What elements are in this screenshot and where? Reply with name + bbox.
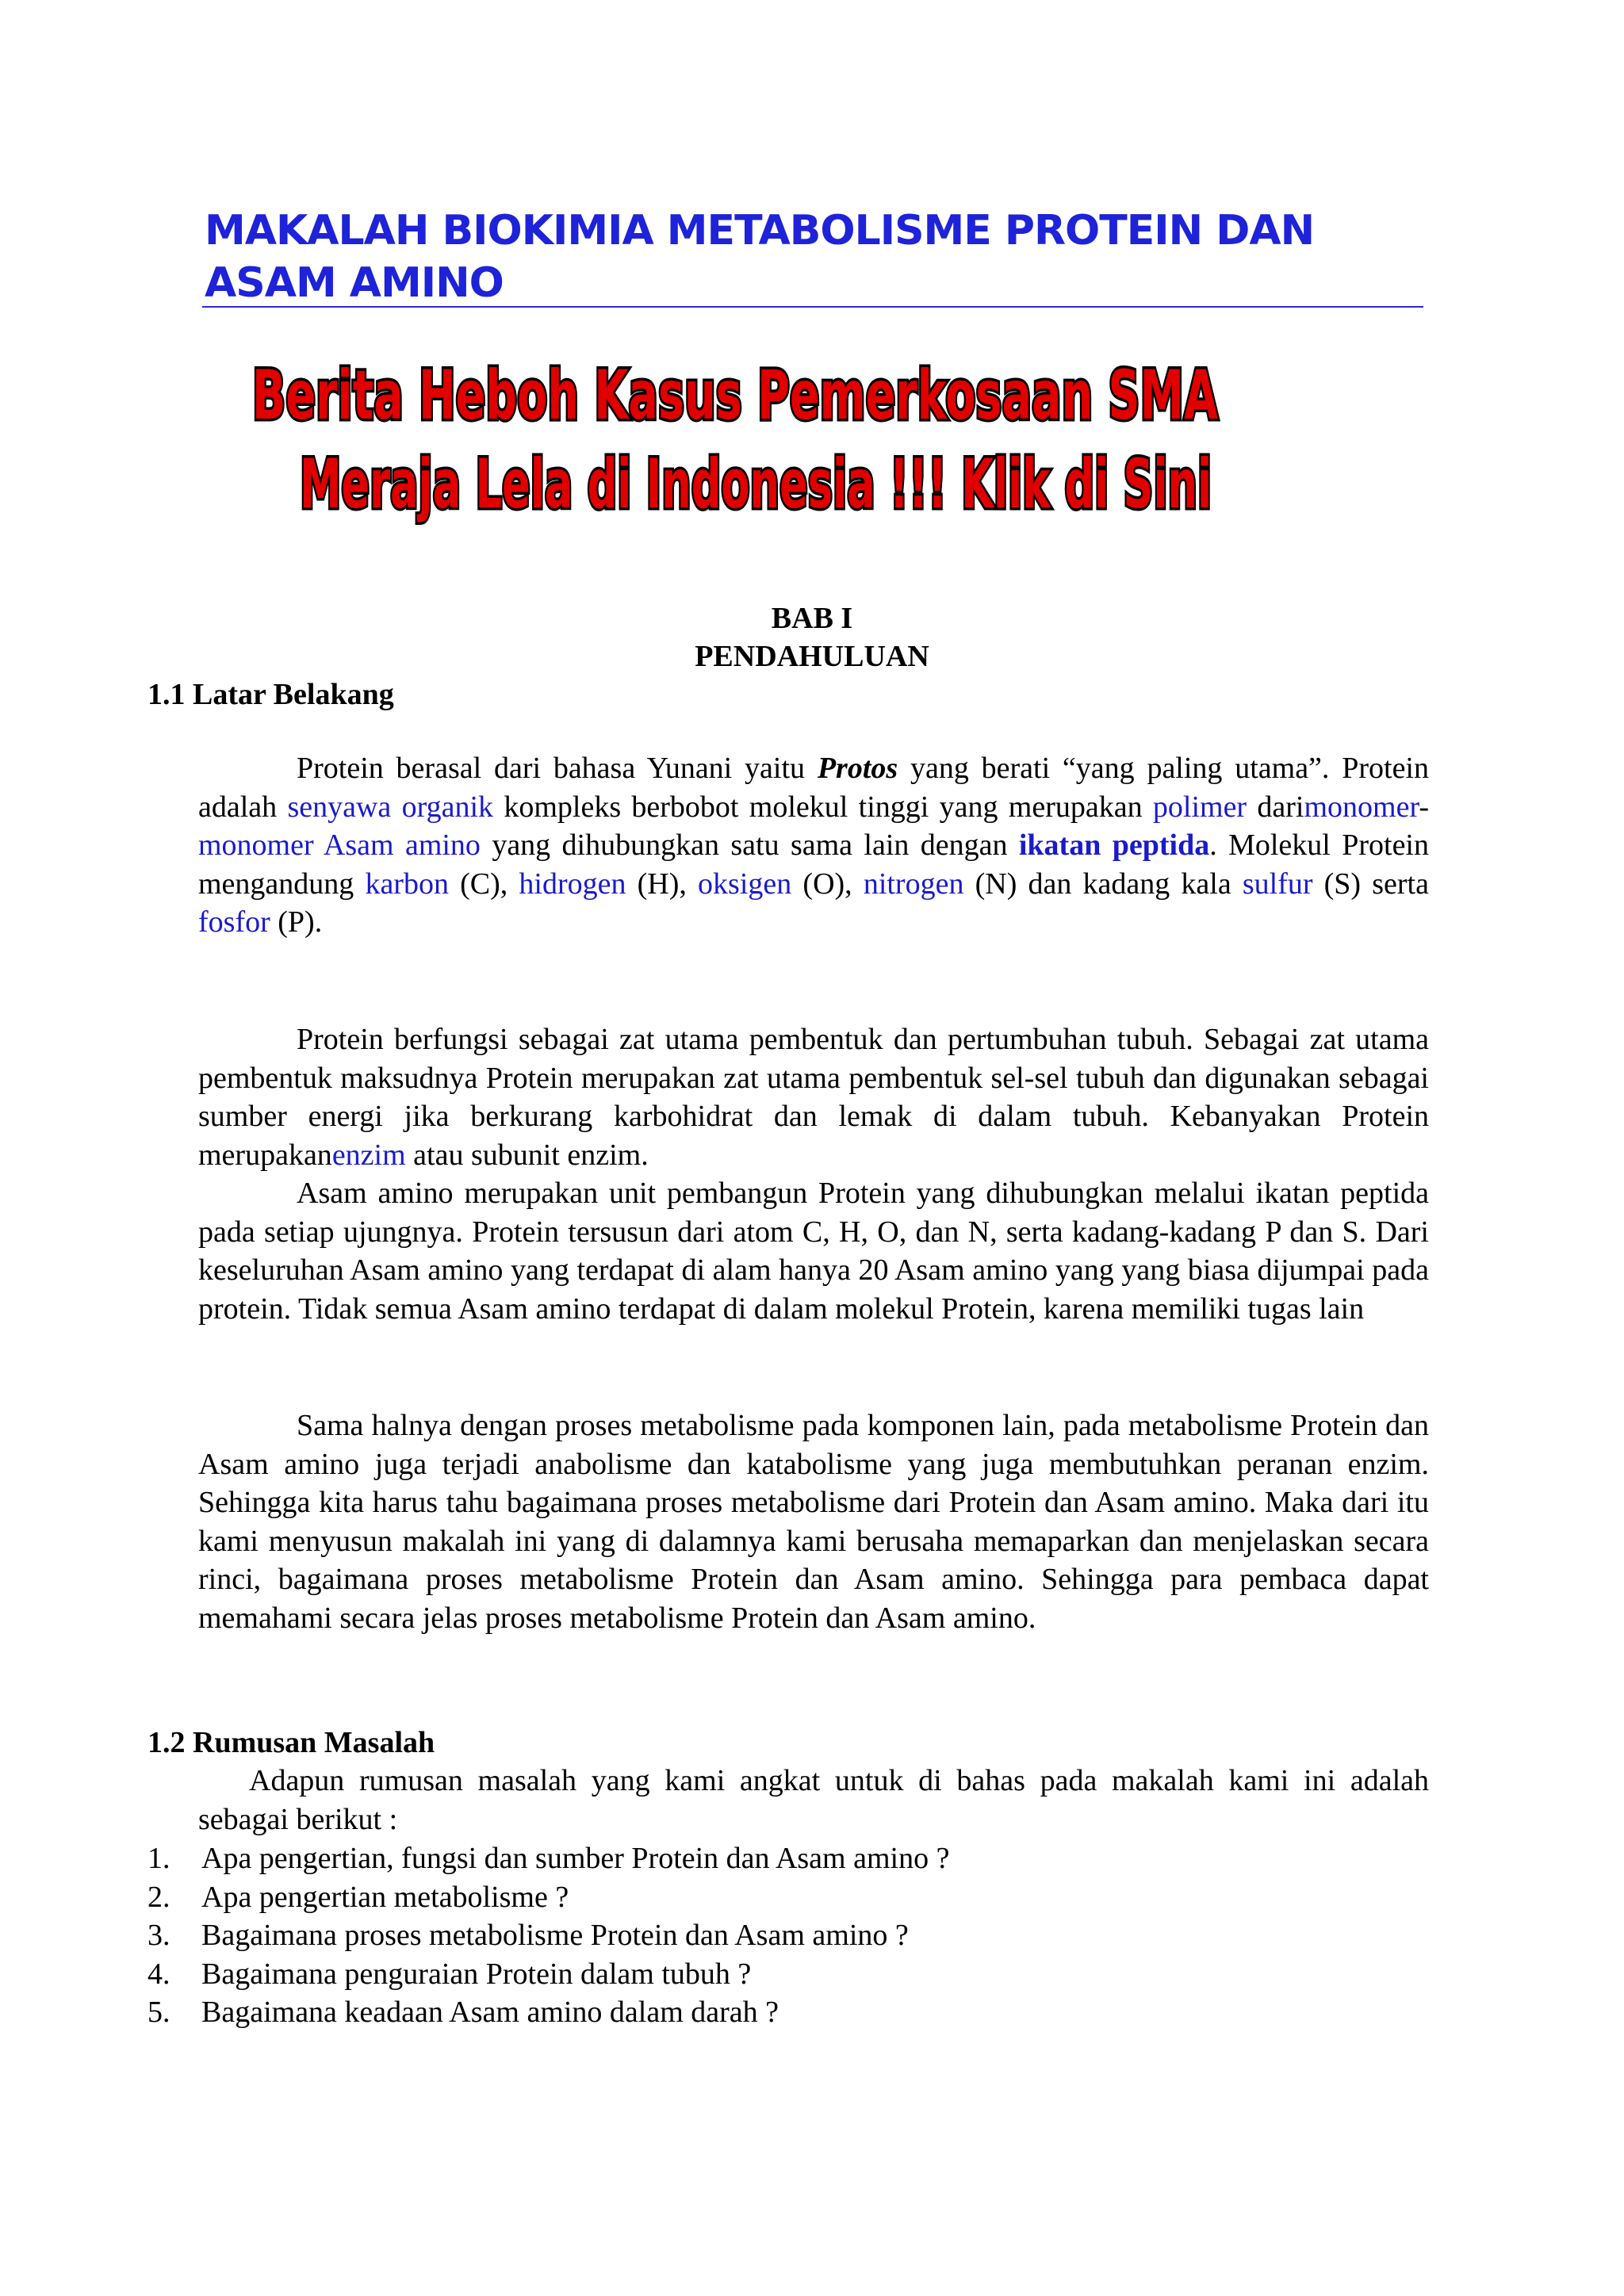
document-title: MAKALAH BIOKIMIA METABOLISME PROTEIN DAN ASAM AMINO [205,207,1315,307]
paragraph-rumusan-intro: Adapun rumusan masalah yang kami angkat untuk di bahas pada makalah kami ini adalah sebagai berikut : [198,1764,1429,1836]
banner-line-1: Berita Heboh Kasus Pemerkosaan SMA [252,356,1219,435]
link-karbon[interactable]: karbon [365,867,449,901]
link-polimer[interactable]: polimer [1152,790,1247,824]
link-sulfur[interactable]: sulfur [1242,867,1313,901]
link-senyawa[interactable]: senyawa [287,790,392,824]
paragraph-protein-definition: Protein berasal dari bahasa Yunani yaitu Protos yang berati “yang paling utama”. Protein adalah senyawa organik kompleks berbobot molekul tinggi yang merupakan polimer darimonomer-monomer Asam amino yang dihubungkan satu sama lain dengan ikatan peptida. Molekul Protein mengandung karbon (C), hidrogen (H), oksigen (O), nitrogen (N) dan kadang kala sulfur (S) serta fosfor (P). [198,752,1430,939]
paragraph-metabolisme: Sama halnya dengan proses metabolisme pada komponen lain, pada metabolisme Protein dan Asam amino juga terjadi anabolisme dan katabolisme yang juga membutuhkan peranan enzim. Sehingga kita harus tahu bagaimana proses metabolisme dari Protein dan Asam amino. Maka dari itu kami menyusun makalah ini yang di dalamnya kami berusaha memaparkan dan menjelaskan secara rinci, bagaimana proses metabolisme Protein dan Asam amino. Sehingga para pembaca dapat memahami secara jelas proses metabolisme Protein dan Asam amino. [198,1409,1429,1635]
paragraph-asam-amino: Asam amino merupakan unit pembangun Protein yang dihubungkan melalui ikatan peptida pada setiap ujungnya. Protein tersusun dari atom C, H, O, dan N, serta kadang-kadang P dan S. Dari keseluruhan Asam amino yang terdapat di alam hanya 20 Asam amino yang yang biasa dijumpai pada protein. Tidak semua Asam amino terdapat di dalam molekul Protein, karena memiliki tugas lain [198,1177,1429,1326]
link-fosfor[interactable]: fosfor [198,905,270,939]
promo-banner[interactable] [252,339,1220,530]
list-item: 4. Bagaimana penguraian Protein dalam tubuh ? [147,1957,752,1991]
chapter-title: PENDAHULUAN [695,640,929,673]
list-item: 1. Apa pengertian, fungsi dan sumber Protein dan Asam amino ? [147,1842,950,1875]
link-nitrogen[interactable]: nitrogen [863,867,964,901]
link-monomer[interactable]: monomer [1304,790,1419,824]
term-protos: Protos [817,752,898,785]
title-underline [202,306,1423,308]
link-oksigen[interactable]: oksigen [698,867,792,901]
list-item: 5. Bagaimana keadaan Asam amino dalam darah ? [147,1996,779,2029]
section-heading-rumusan-masalah: 1.2 Rumusan Masalah [147,1726,435,1759]
link-ikatan-peptida[interactable]: ikatan peptida [1018,828,1210,862]
banner-line-2: Meraja Lela di Indonesia !!! Klik di Sini [300,445,1212,524]
list-item: 3. Bagaimana proses metabolisme Protein dan Asam amino ? [147,1919,909,1952]
link-hidrogen[interactable]: hidrogen [519,867,626,901]
section-heading-latar-belakang: 1.1 Latar Belakang [147,678,394,711]
chapter-number: BAB I [771,602,853,635]
rumusan-masalah-list [147,1839,949,2032]
link-enzim[interactable]: enzim [331,1138,406,1172]
paragraph-protein-function: Protein berfungsi sebagai zat utama pembentuk dan pertumbuhan tubuh. Sebagai zat utama pembentuk maksudnya Protein merupakan zat utama pembentuk sel-sel tubuh dan digunakan sebagai sumber energi jika berkurang karbohidrat dan lemak di dalam tubuh. Kebanyakan Protein merupakanenzim atau subunit enzim. [198,1023,1429,1172]
link-monomer-asam-amino[interactable]: monomer Asam amino [198,828,481,862]
list-item: 2. Apa pengertian metabolisme ? [147,1880,569,1914]
link-organik[interactable]: organik [401,790,494,824]
